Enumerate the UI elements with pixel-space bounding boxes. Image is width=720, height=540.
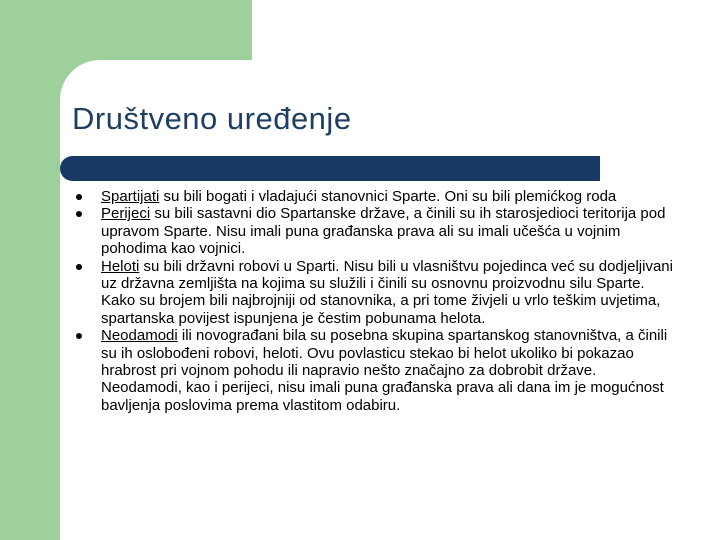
bullet-dot-icon xyxy=(76,333,82,339)
bullet-text: ili novograđani bila su posebna skupina spartanskog stanovništva, a činili su ih oslobođeni robovi, heloti. Ovu povlasticu stekao bi helot ukoliko bi pokazao hrabrost pri vojnom pohodu ili napravio nešto značajno za dobrobit države. Neodamodi, kao i perijeci, nisu imali puna građanska prava ali dana im je mogućnost bavljenja poslovima prema vlastitom odabiru. xyxy=(101,327,668,414)
bullet-list xyxy=(76,188,676,414)
term-link[interactable]: Heloti xyxy=(101,257,140,275)
bullet-text: su bili sastavni dio Spartanske države, a činili su ih starosjedioci teritorija pod upravom Sparte. Nisu imali puna građanska prava ali su imali učešća u vojnim pohodima kao vojnici. xyxy=(101,205,666,258)
bullet-dot-icon xyxy=(76,264,82,270)
bullet-item-perijeci xyxy=(76,205,676,257)
bullet-text: su bili bogati i vladajući stanovnici Sparte. Oni su bili plemićkog roda xyxy=(159,188,617,205)
bullet-item-heloti xyxy=(76,258,676,328)
bullet-dot-icon xyxy=(76,211,82,217)
slide-title: Društveno uređenje xyxy=(72,101,352,136)
term-link[interactable]: Neodamodi xyxy=(101,327,178,345)
bullet-text: su bili državni robovi u Sparti. Nisu bili u vlasništvu pojedinca već su dodjeljivani uz državna zemljišta na kojima su služili i činili su osnovnu proizvodnu silu Sparte. Kako su brojem bili najbrojniji od stanovnika, a pri tome živjeli u vrlo teškim uvjetima, spartanska povijest ispunjena je čestim pobunama helota. xyxy=(101,257,673,327)
term-link[interactable]: Spartijati xyxy=(101,188,160,205)
title-underline-bar xyxy=(60,156,600,181)
bullet-dot-icon xyxy=(76,194,82,200)
term-link[interactable]: Perijeci xyxy=(101,205,151,223)
bullet-item-neodamodi xyxy=(76,327,676,414)
bullet-item-spartijati xyxy=(76,188,676,205)
decorative-green-strip xyxy=(0,60,60,540)
